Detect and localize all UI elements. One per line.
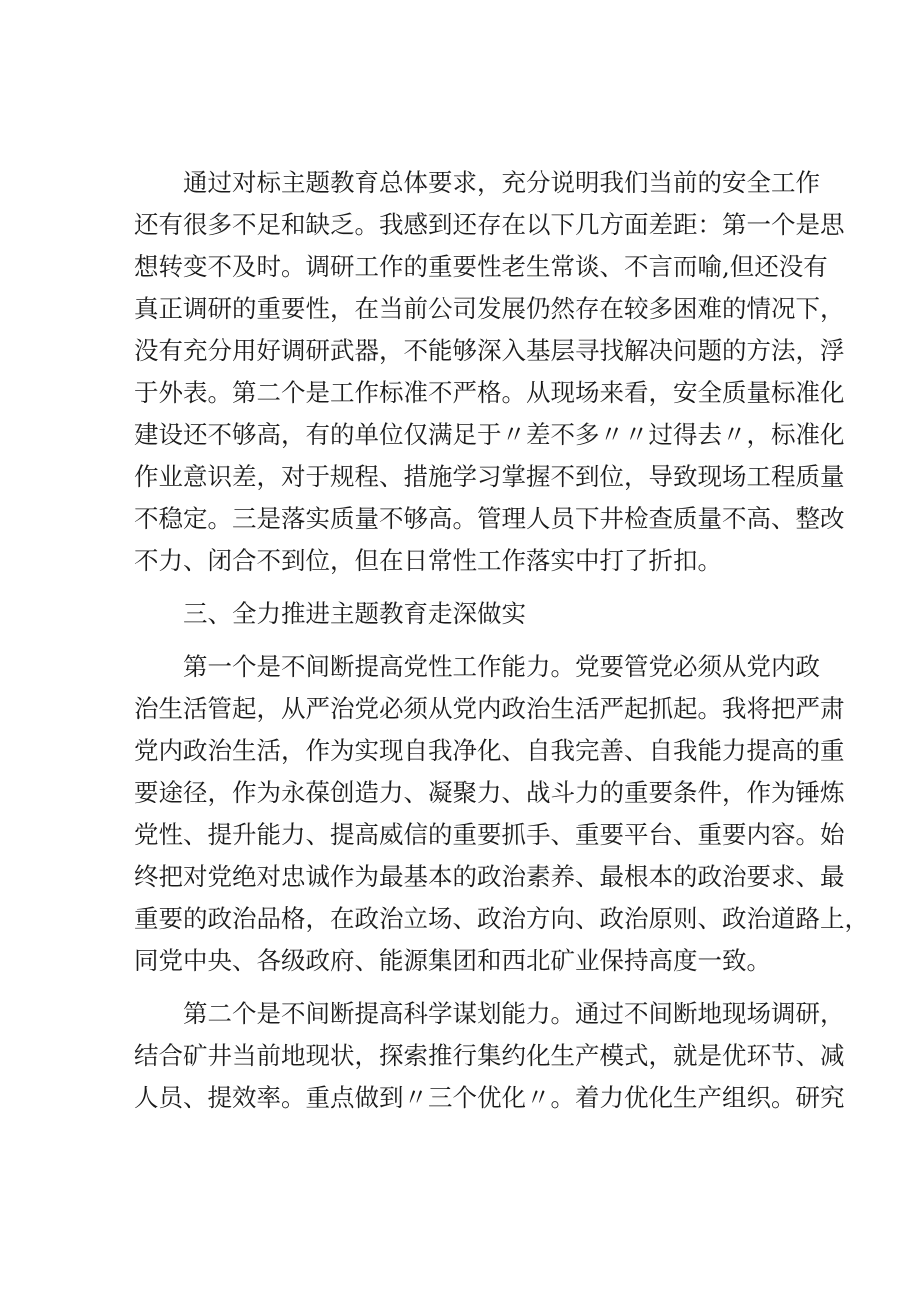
text-line: 没有充分用好调研武器，不能够深入基层寻找解决问题的方法，浮 [134, 336, 845, 365]
text-line: 真正调研的重要性，在当前公司发展仍然存在较多困难的情况下， [134, 294, 845, 323]
paragraph-spacer [134, 582, 804, 593]
text-line: 建设还不够高，有的单位仅满足于〃差不多〃〃过得去〃，标准化 [134, 420, 845, 449]
paragraph-spacer [134, 635, 804, 646]
paragraph-planning-ability [134, 993, 845, 1119]
paragraph-party-ability [134, 646, 869, 982]
text-line: 作业意识差，对于规程、措施学习掌握不到位，导致现场工程质量 [134, 462, 845, 491]
text-line: 第二个是不间断提高科学谋划能力。通过不间断地现场调研， [183, 999, 845, 1028]
text-line: 人员、提效率。重点做到〃三个优化〃。着力优化生产组织。研究 [134, 1083, 845, 1112]
text-line: 党性、提升能力、提高威信的重要抓手、重要平台、重要内容。始 [134, 820, 845, 849]
text-line: 不稳定。三是落实质量不够高。管理人员下井检查质量不高、整改 [134, 504, 845, 533]
paragraph-gaps [134, 162, 845, 582]
text-line: 同党中央、各级政府、能源集团和西北矿业保持高度一致。 [134, 946, 771, 975]
text-line: 治生活管起，从严治党必须从党内政治生活严起抓起。我将把严肃 [134, 694, 845, 723]
text-line: 第一个是不间断提高党性工作能力。党要管党必须从党内政 [183, 652, 820, 681]
text-line: 通过对标主题教育总体要求，充分说明我们当前的安全工作 [183, 168, 820, 197]
text-line: 党内政治生活，作为实现自我净化、自我完善、自我能力提高的重 [134, 736, 845, 765]
text-line: 不力、闭合不到位，但在日常性工作落实中打了折扣。 [134, 546, 722, 575]
text-line: 于外表。第二个是工作标准不严格。从现场来看，安全质量标准化 [134, 378, 845, 407]
document-body [134, 162, 869, 1119]
text-line: 还有很多不足和缺乏。我感到还存在以下几方面差距：第一个是思 [134, 210, 845, 239]
text-line: 结合矿井当前地现状，探索推行集约化生产模式，就是优环节、减 [134, 1041, 845, 1070]
text-line: 终把对党绝对忠诚作为最基本的政治素养、最根本的政治要求、最 [134, 862, 845, 891]
section-heading [134, 593, 804, 635]
text-line: 重要的政治品格，在政治立场、政治方向、政治原则、政治道路上， [134, 904, 869, 933]
text-line: 要途径，作为永葆创造力、凝聚力、战斗力的重要条件，作为锤炼 [134, 778, 845, 807]
text-line: 想转变不及时。调研工作的重要性老生常谈、不言而喻,但还没有 [134, 252, 828, 281]
paragraph-spacer [134, 982, 804, 993]
section-heading-text: 三、全力推进主题教育走深做实 [183, 599, 526, 628]
